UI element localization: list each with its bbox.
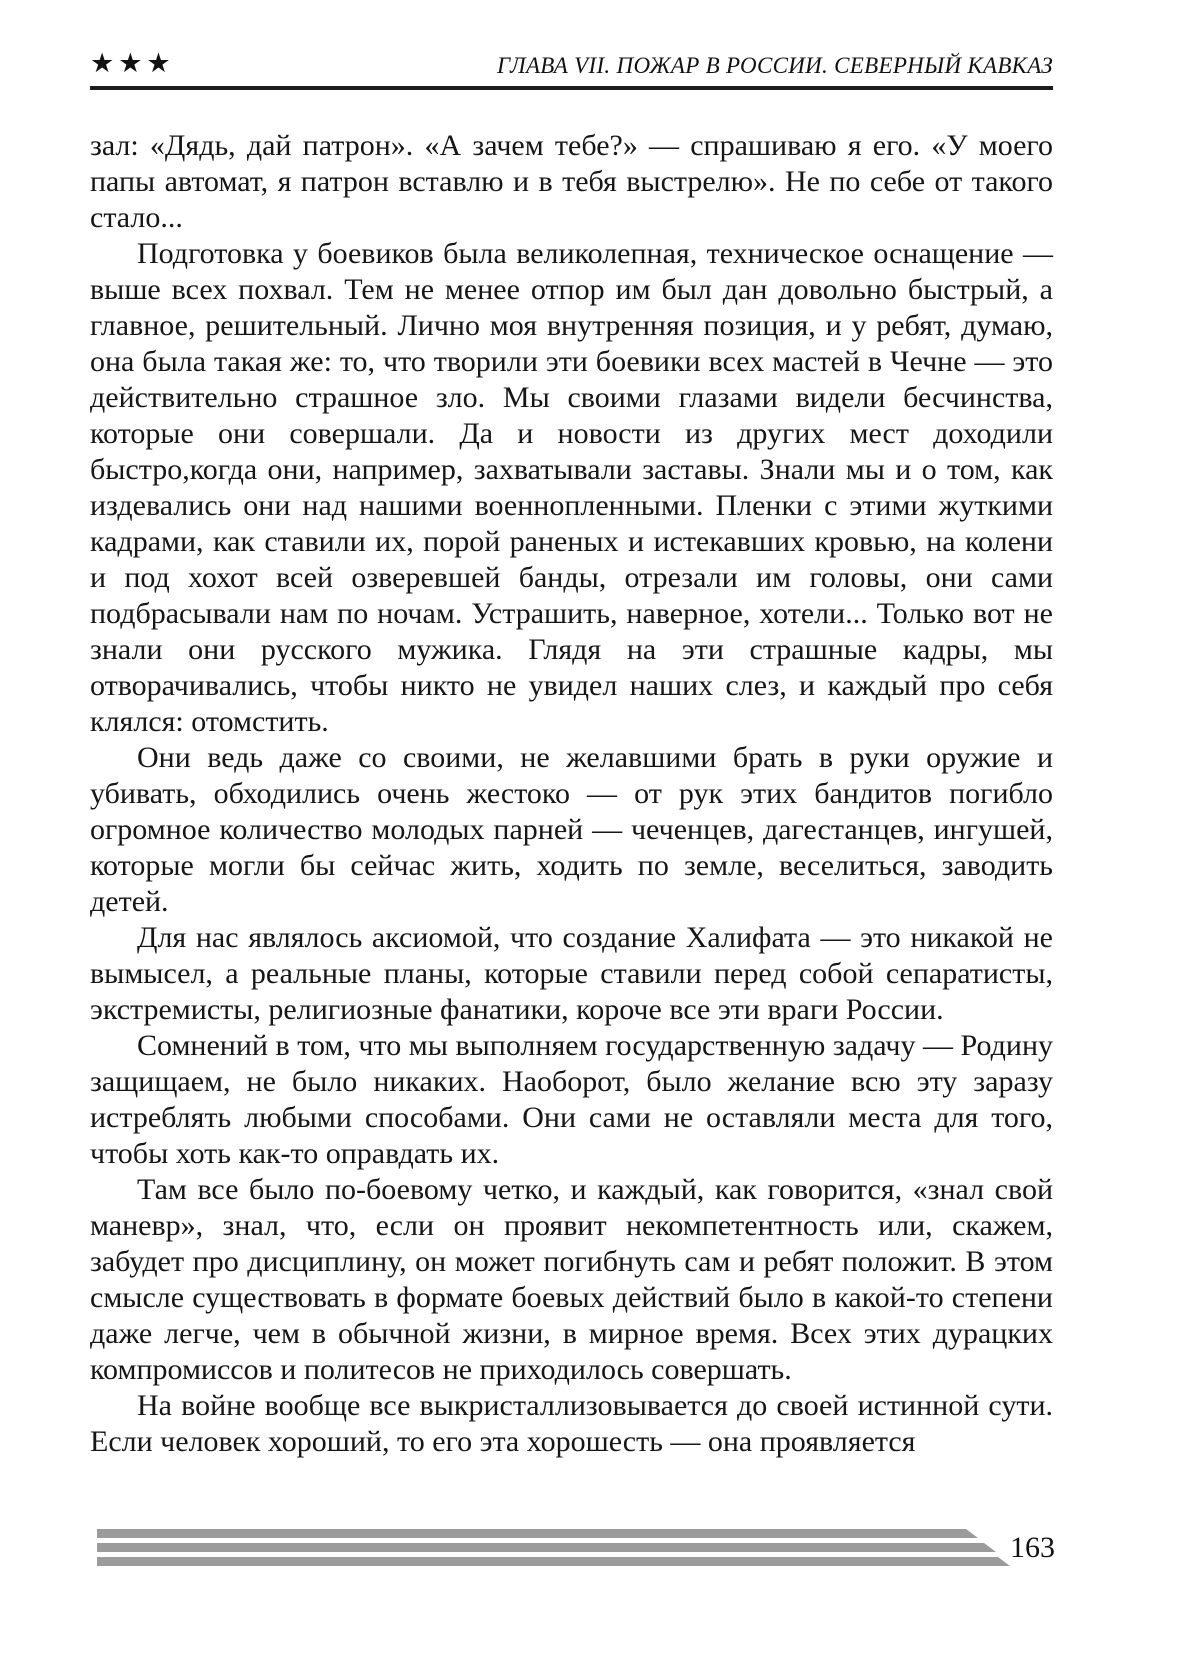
page-footer xyxy=(97,1529,1053,1566)
chapter-title: ГЛАВА VII. ПОЖАР В РОССИИ. СЕВЕРНЫЙ КАВКАЗ xyxy=(496,53,1053,78)
footer-stripe xyxy=(97,1529,978,1538)
footer-stripe xyxy=(97,1543,996,1552)
body-paragraph: На войне вообще все выкристаллизовывается до своей истинной сути. Если человек хороший, то его эта хорошесть — она проявляется xyxy=(90,1389,1053,1458)
header-rule xyxy=(90,86,1053,90)
body-paragraph: Подготовка у боевиков была великолепная, техническое оснащение — выше всех похвал. Тем не менее отпор им был дан довольно быстрый, а главное, решительный. Лично моя внутренняя позиция, и у ребят, думаю, она была такая же: то, что творили эти боевики всех мастей в Чечне — это действительно страшное зло. Мы своими глазами видели бесчинства, которые они совершали. Да и новости из других мест доходили быстро,когда они, например, захватывали заставы. Знали мы и о том, как издевались они над нашими военнопленными. Пленки с этими жуткими кадрами, как ставили их, порой раненых и истекавших кровью, на колени и под хохот всей озверевшей банды, отрезали им головы, они сами подбрасывали нам по ночам. Устрашить, наверное, хотели... Только вот не знали они русского мужика. Глядя на эти страшные кадры, мы отворачивались, чтобы никто не увидел наших слез, и каждый про себя клялся: отомстить. xyxy=(90,237,1053,738)
body-paragraph: Сомнений в том, что мы выполняем государственную задачу — Родину защищаем, не было никаких. Наоборот, было желание всю эту заразу истреблять любыми способами. Они сами не оставляли места для того, чтобы хоть как-то оправдать их. xyxy=(90,1029,1053,1170)
footer-stripe xyxy=(97,1557,1010,1566)
footer-stripes xyxy=(97,1529,1010,1566)
body-text xyxy=(90,128,1053,1460)
body-paragraph: Там все было по-боевому четко, и каждый, как говорится, «знал свой маневр», знал, что, если он проявит некомпетентность или, скажем, забудет про дисциплину, он может погибнуть сам и ребят положит. В этом смысле существовать в формате боевых действий было в какой-то степени даже легче, чем в обычной жизни, в мирное время. Всех этих дурацких компромиссов и политесов не приходилось совершать. xyxy=(90,1173,1053,1386)
body-paragraph: зал: «Дядь, дай патрон». «А зачем тебе?» — спрашиваю я его. «У моего папы автомат, я патрон вставлю и в тебя выстрелю». Не по себе от такого стало... xyxy=(90,129,1053,234)
stars-icon: ★★★ xyxy=(90,48,175,78)
page-number: 163 xyxy=(1010,1530,1055,1564)
body-paragraph: Они ведь даже со своими, не желавшими брать в руки оружие и убивать, обходились очень жестоко — от рук этих бандитов погибло огромное количество молодых парней — чеченцев, дагестанцев, ингушей, которые могли бы сейчас жить, ходить по земле, веселиться, заводить детей. xyxy=(90,741,1053,918)
body-paragraph: Для нас являлось аксиомой, что создание Халифата — это никакой не вымысел, а реальные планы, которые ставили перед собой сепаратисты, экстремисты, религиозные фанатики, короче все эти враги России. xyxy=(90,921,1053,1026)
page-header xyxy=(90,50,1053,90)
header-row xyxy=(90,50,1053,86)
